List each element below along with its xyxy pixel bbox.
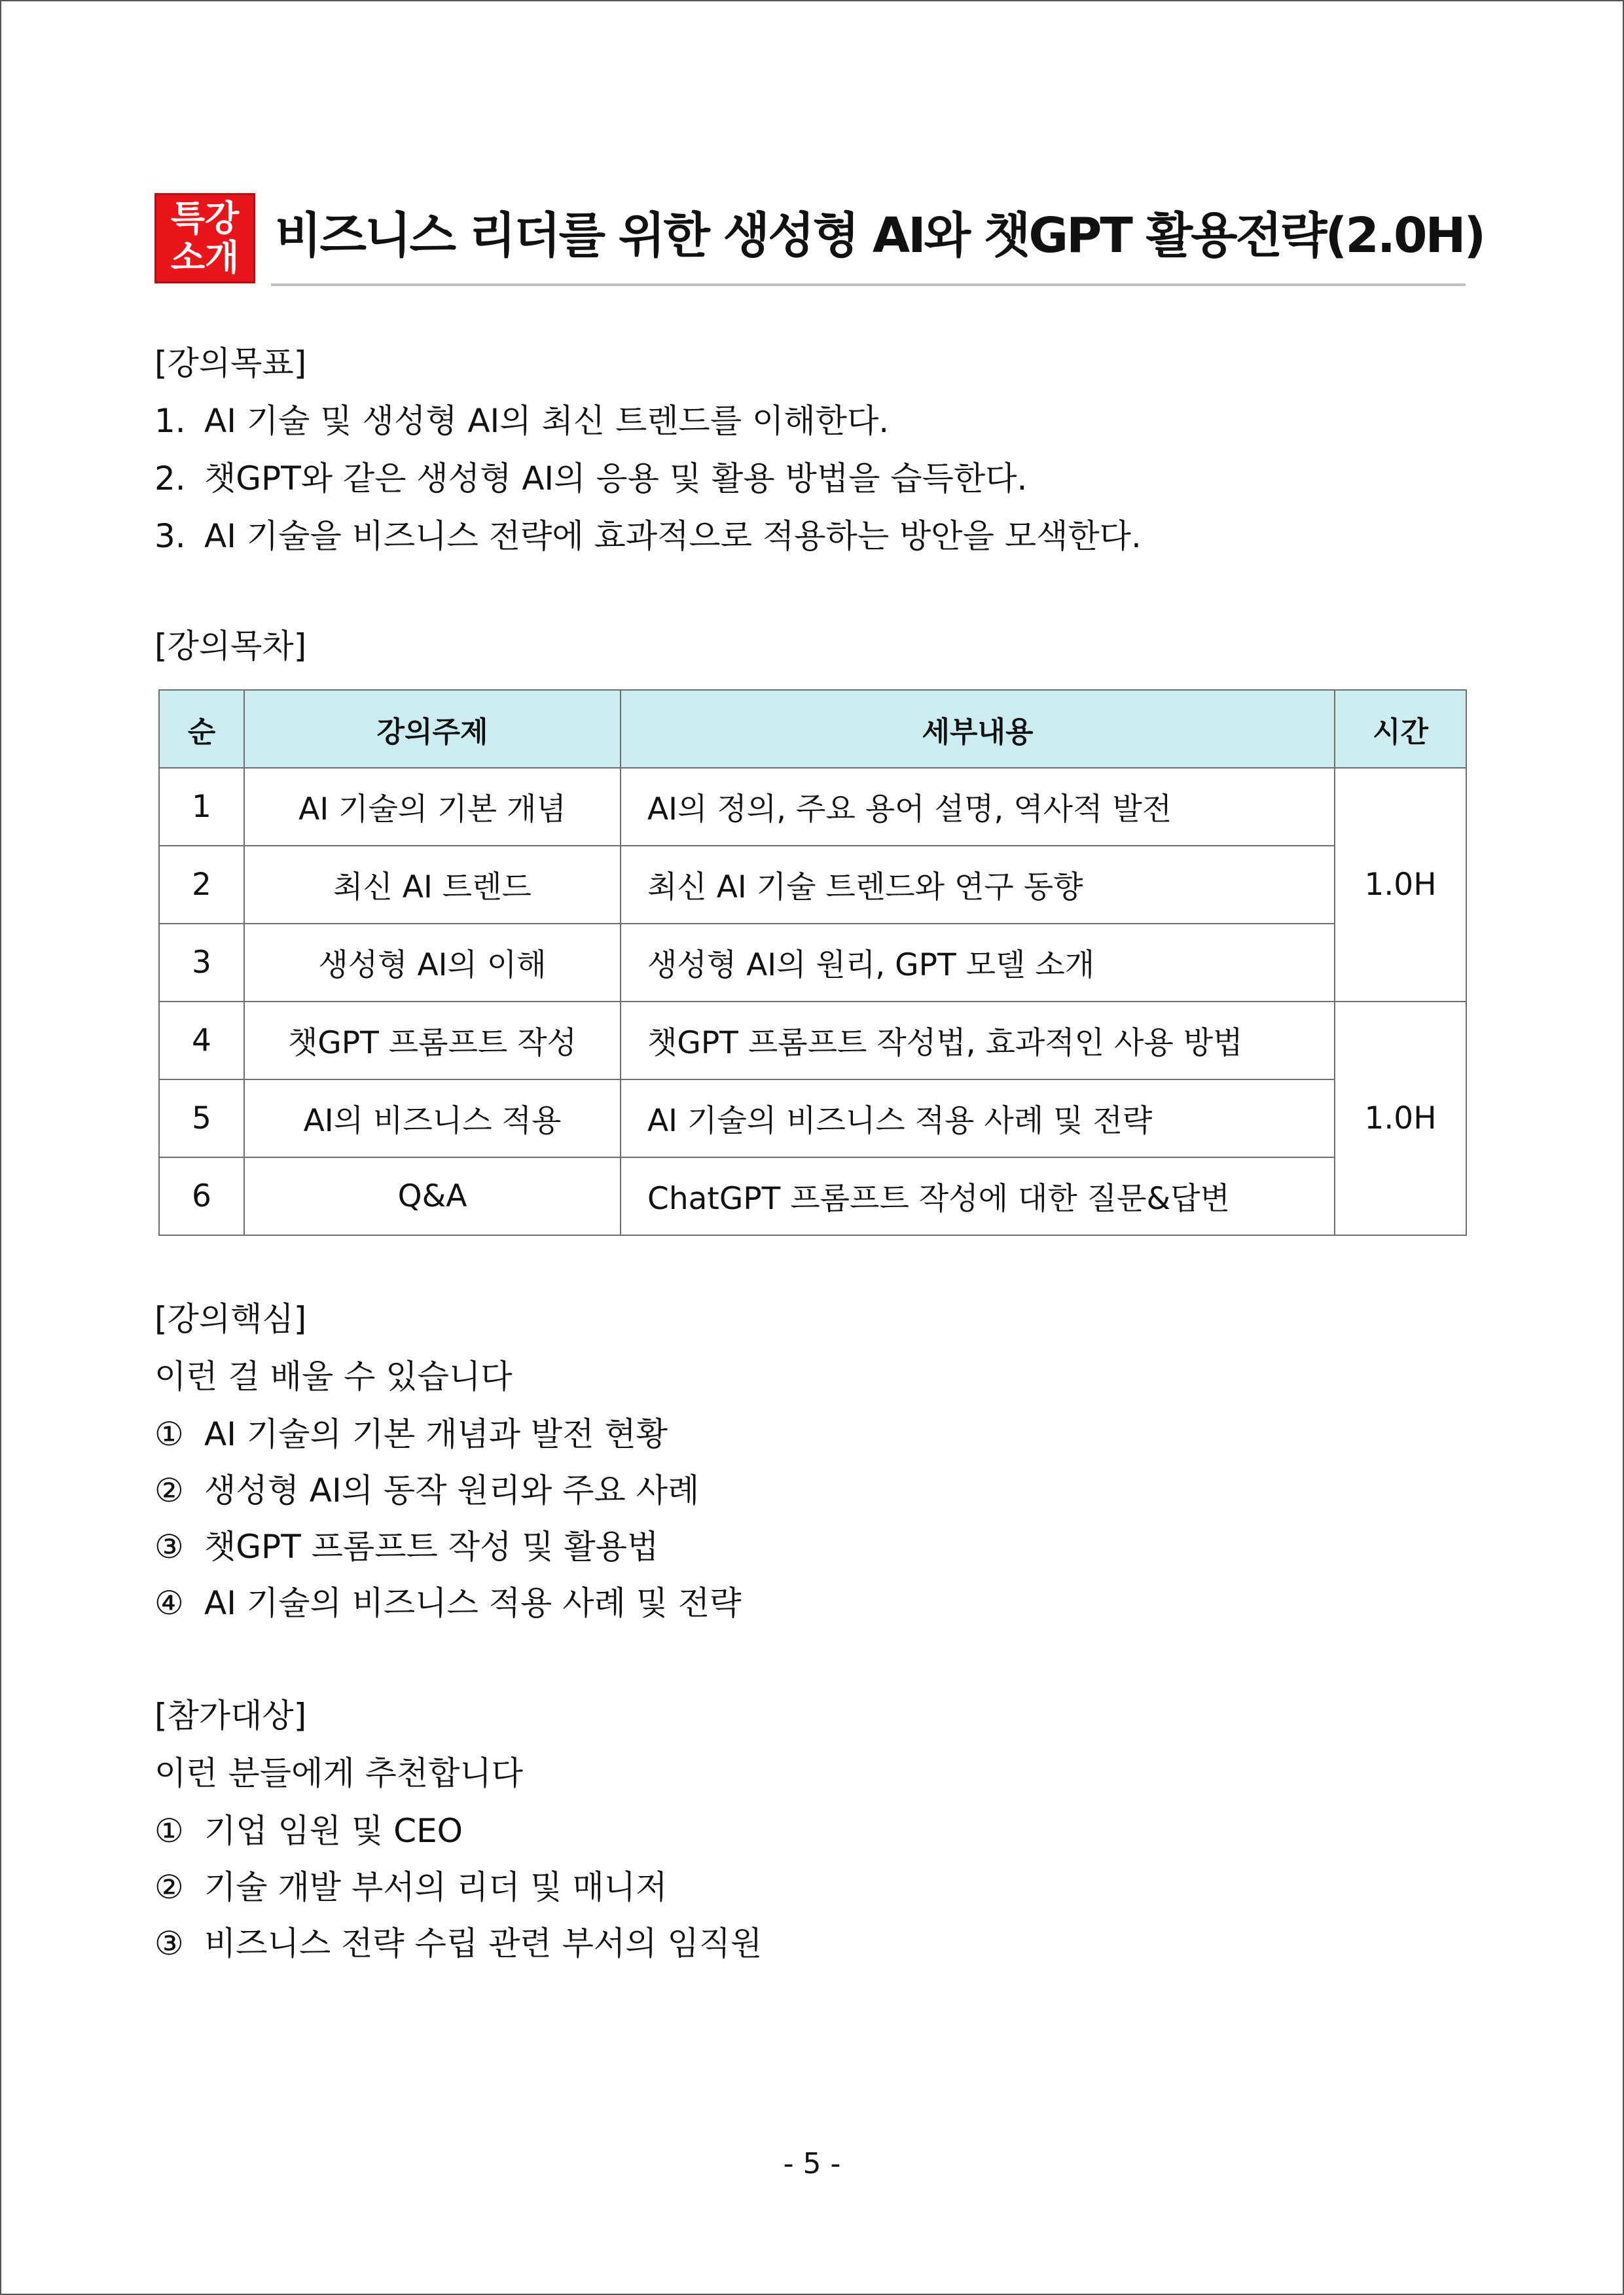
page-title: 비즈니스 리더를 위한 생성형 AI와 챗GPT 활용전략(2.0H) xyxy=(275,208,1485,264)
row-topic: 최신 AI 트렌드 xyxy=(244,846,621,924)
row-number: 6 xyxy=(159,1157,244,1235)
table-row xyxy=(159,924,1466,1002)
row-number: 3 xyxy=(159,924,244,1002)
goal-item xyxy=(154,458,1027,499)
table-row xyxy=(159,846,1466,924)
row-number: 5 xyxy=(159,1079,244,1157)
audience-item xyxy=(154,1866,667,1908)
goal-item xyxy=(154,400,889,442)
core-item xyxy=(154,1582,742,1624)
row-detail: AI 기술의 비즈니스 적용 사례 및 전략 xyxy=(621,1079,1335,1157)
goal-number: 1. xyxy=(154,402,186,440)
page-number: - 5 - xyxy=(783,2147,841,2180)
title-underline xyxy=(271,283,1466,286)
goal-number: 3. xyxy=(154,517,186,555)
row-topic: Q&A xyxy=(244,1157,621,1235)
core-item-text: AI 기술의 기본 개념과 발전 현황 xyxy=(204,1415,668,1453)
row-detail: 최신 AI 기술 트렌드와 연구 동향 xyxy=(621,846,1335,924)
goal-text: AI 기술을 비즈니스 전략에 효과적으로 적용하는 방안을 모색한다. xyxy=(204,517,1142,555)
audience-item-text: 비즈니스 전략 수립 관련 부서의 임직원 xyxy=(204,1925,763,1962)
curriculum-table xyxy=(158,689,1467,1236)
row-detail: 챗GPT 프롬프트 작성법, 효과적인 사용 방법 xyxy=(621,1002,1335,1079)
row-topic: 챗GPT 프롬프트 작성 xyxy=(244,1002,621,1079)
audience-item xyxy=(154,1923,762,1964)
table-row xyxy=(159,768,1466,846)
circled-number: ④ xyxy=(154,1584,184,1622)
audience-intro: 이런 분들에게 추천합니다 xyxy=(154,1754,524,1792)
circled-number: ① xyxy=(154,1415,184,1453)
row-topic: AI 기술의 기본 개념 xyxy=(244,768,621,846)
badge-line-1: 특강 xyxy=(170,198,240,239)
column-header-detail: 세부내용 xyxy=(621,690,1335,768)
goals-heading: [강의목표] xyxy=(154,344,307,382)
table-header-row xyxy=(159,690,1466,768)
column-header-time: 시간 xyxy=(1335,690,1466,768)
core-item xyxy=(154,1413,668,1455)
circled-number: ③ xyxy=(154,1925,184,1962)
core-item xyxy=(154,1526,659,1568)
circled-number: ① xyxy=(154,1812,184,1850)
column-header-no: 순 xyxy=(159,690,244,768)
circled-number: ② xyxy=(154,1868,184,1906)
table-row xyxy=(159,1157,1466,1235)
audience-item xyxy=(154,1810,463,1852)
row-number: 1 xyxy=(159,768,244,846)
row-topic: 생성형 AI의 이해 xyxy=(244,924,621,1002)
audience-heading: [참가대상] xyxy=(154,1697,307,1735)
circled-number: ② xyxy=(154,1472,184,1509)
goal-text: AI 기술 및 생성형 AI의 최신 트렌드를 이해한다. xyxy=(204,402,890,440)
row-detail: ChatGPT 프롬프트 작성에 대한 질문&답변 xyxy=(621,1157,1335,1235)
row-number: 4 xyxy=(159,1002,244,1079)
table-row xyxy=(159,1002,1466,1079)
row-time: 1.0H xyxy=(1335,768,1466,1002)
row-topic: AI의 비즈니스 적용 xyxy=(244,1079,621,1157)
core-item-text: AI 기술의 비즈니스 적용 사례 및 전략 xyxy=(204,1584,742,1622)
column-header-topic: 강의주제 xyxy=(244,690,621,768)
row-detail: AI의 정의, 주요 용어 설명, 역사적 발전 xyxy=(621,768,1335,846)
core-intro: 이런 걸 배울 수 있습니다 xyxy=(154,1358,513,1396)
row-number: 2 xyxy=(159,846,244,924)
goal-item xyxy=(154,515,1142,557)
contents-heading: [강의목차] xyxy=(154,627,307,665)
core-heading: [강의핵심] xyxy=(154,1300,307,1338)
row-detail: 생성형 AI의 원리, GPT 모델 소개 xyxy=(621,924,1335,1002)
row-time: 1.0H xyxy=(1335,1002,1466,1235)
circled-number: ③ xyxy=(154,1528,184,1566)
special-lecture-badge xyxy=(154,193,255,283)
core-item-text: 생성형 AI의 동작 원리와 주요 사례 xyxy=(204,1472,700,1509)
core-item-text: 챗GPT 프롬프트 작성 및 활용법 xyxy=(204,1528,659,1566)
core-item xyxy=(154,1470,699,1511)
goal-text: 챗GPT와 같은 생성형 AI의 응용 및 활용 방법을 습득한다. xyxy=(204,460,1028,497)
goal-number: 2. xyxy=(154,460,186,497)
audience-item-text: 기업 임원 및 CEO xyxy=(204,1812,463,1850)
table-row xyxy=(159,1079,1466,1157)
audience-item-text: 기술 개발 부서의 리더 및 매니저 xyxy=(204,1868,668,1906)
badge-line-2: 소개 xyxy=(170,237,240,278)
